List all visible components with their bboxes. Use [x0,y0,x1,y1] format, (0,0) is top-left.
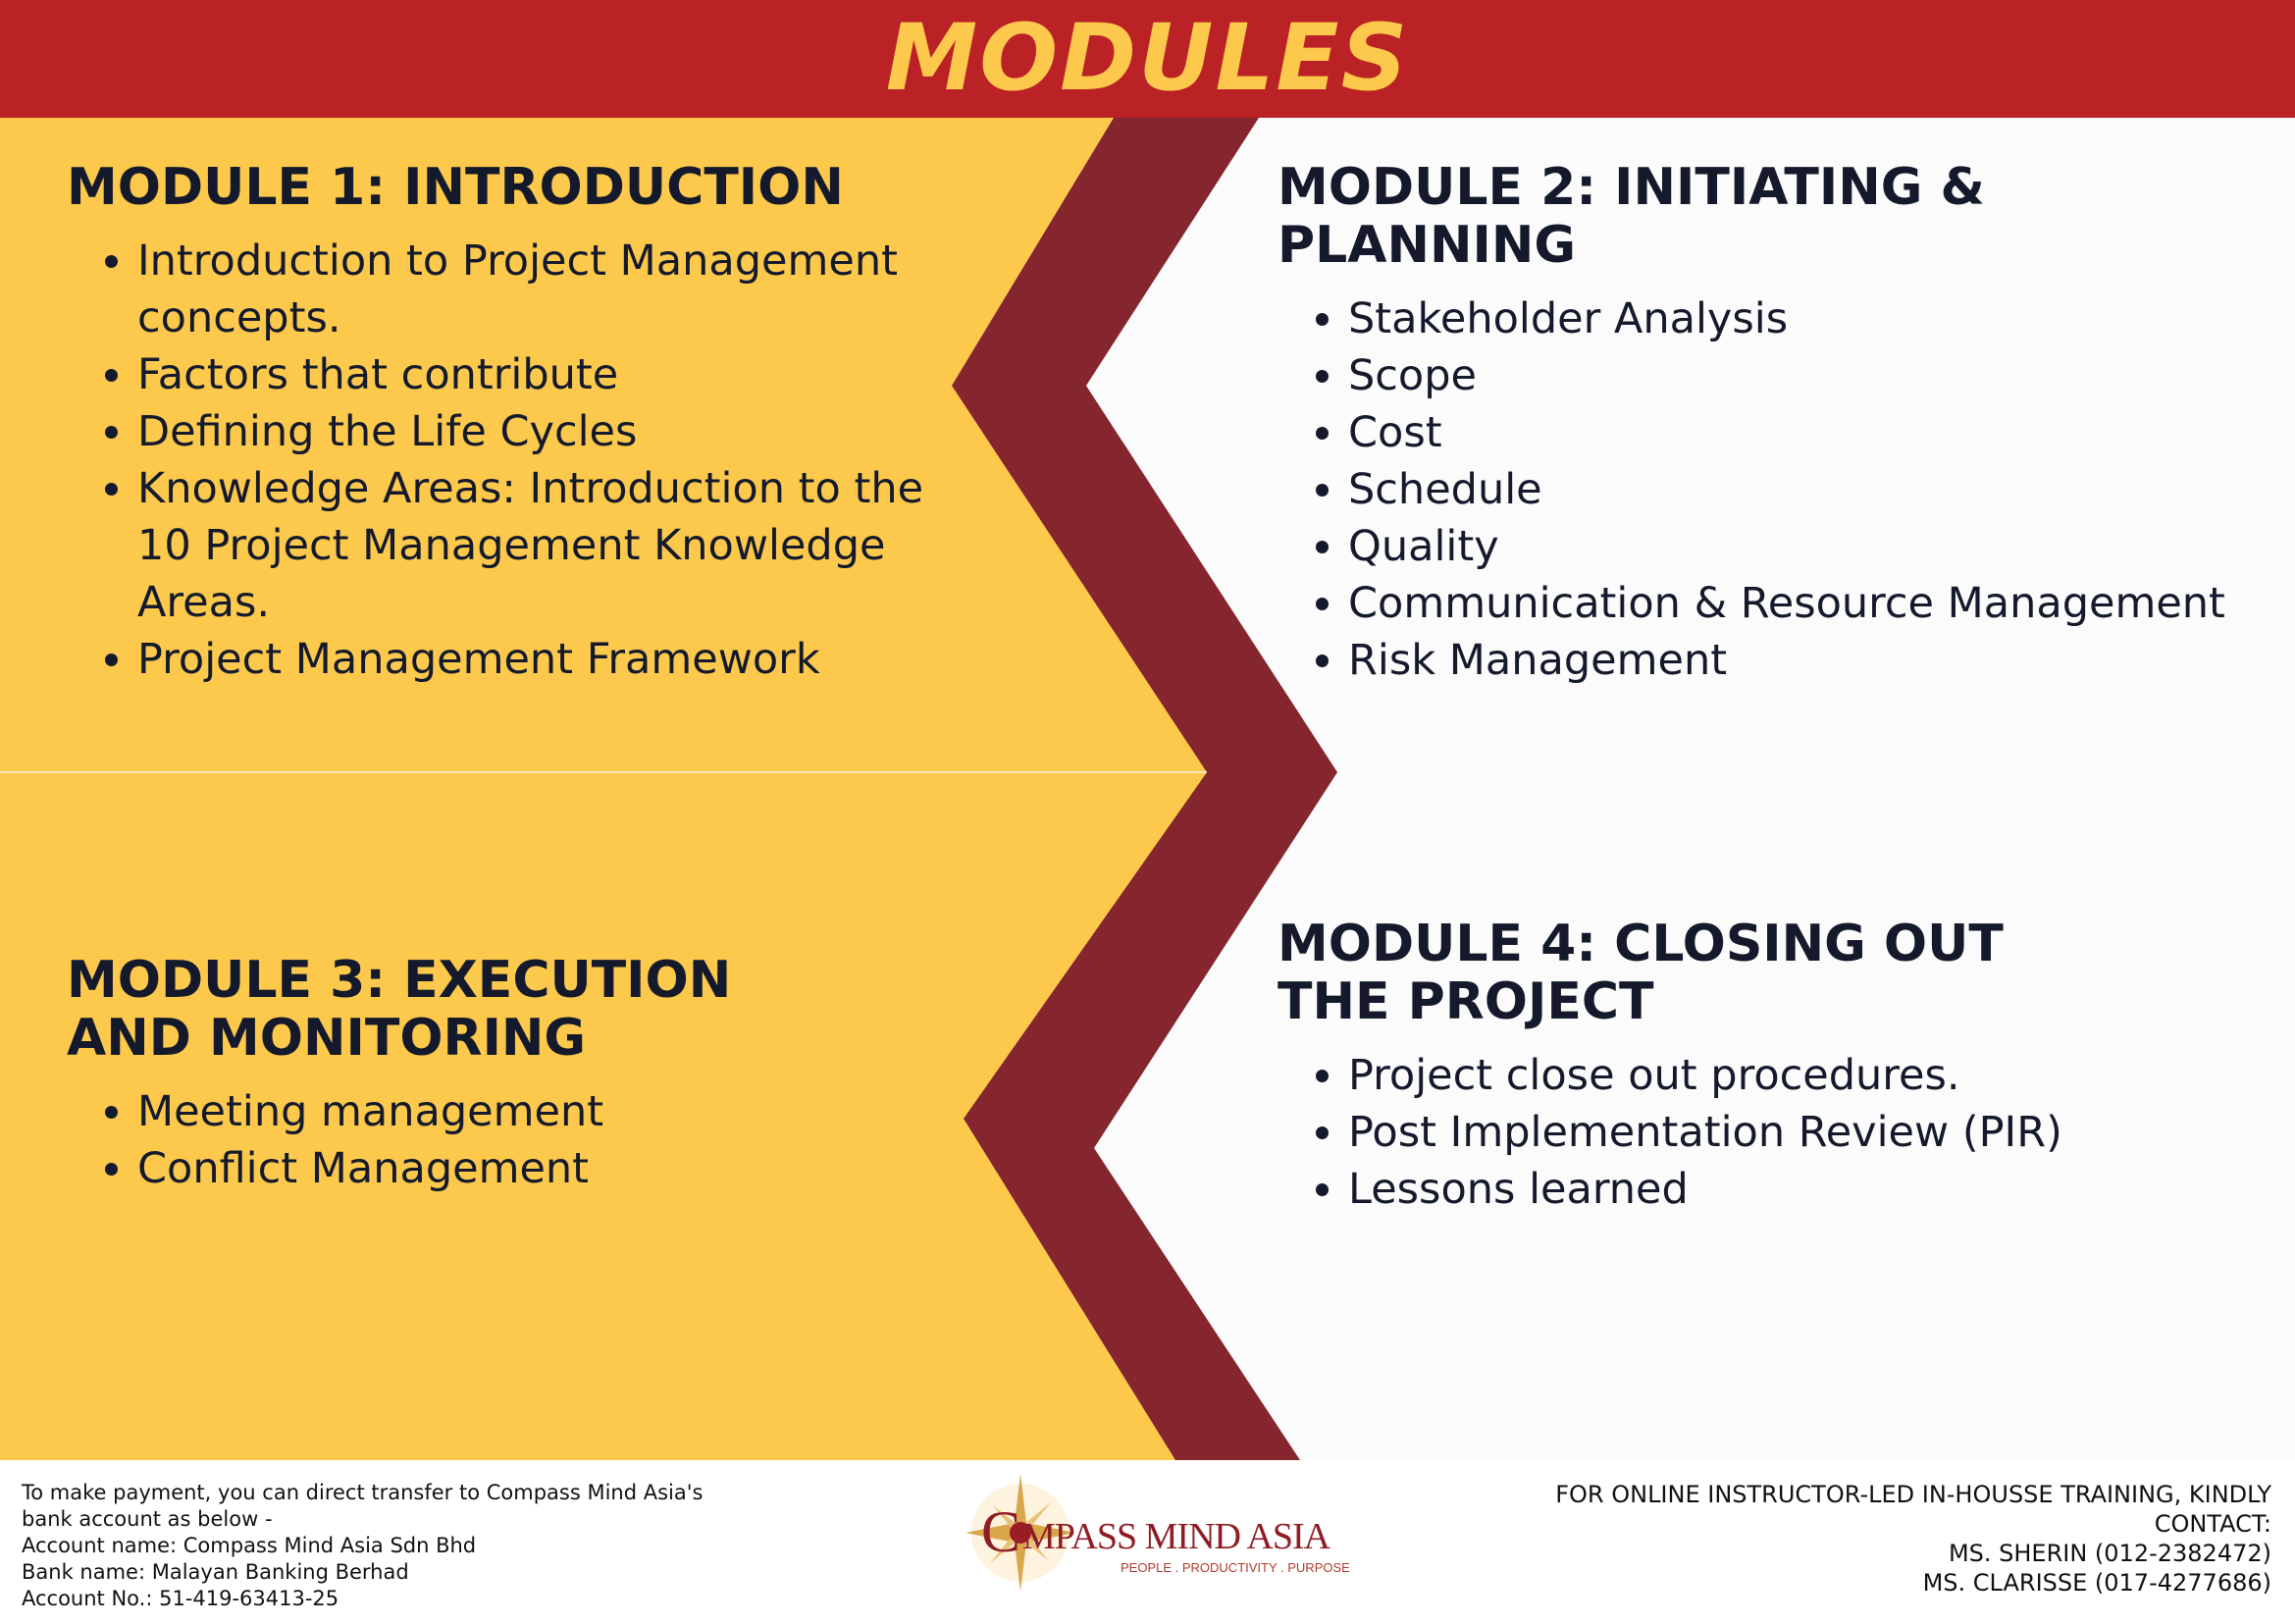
list-item: • Meeting management [137,1083,950,1140]
list-item: • Project Management Framework [137,631,989,688]
contact-line: FOR ONLINE INSTRUCTOR-LED IN-HOUSSE TRAINING, KINDLY [1555,1481,2271,1508]
contact-line: MS. SHERIN (012-2382472) [1948,1540,2271,1567]
module-4-heading-line: THE PROJECT [1278,972,1654,1031]
module-2-heading-line: PLANNING [1278,216,1577,275]
module-3-heading-line: AND MONITORING [67,1009,587,1068]
payment-line: To make payment, you can direct transfer to Compass Mind Asia's [22,1481,704,1504]
list-item: • Scope [1348,347,2278,404]
module-4-heading [1278,916,2278,1031]
module-4-block [1278,916,2278,1218]
module-2-heading-line: MODULE 2: INITIATING & [1278,158,1985,217]
module-3-list [67,1083,950,1197]
contact-info [1290,1480,2271,1598]
logo-tagline: PEOPLE . PRODUCTIVITY . PURPOSE [1121,1560,1350,1575]
list-item: • Conflict Management [137,1140,950,1197]
list-item: • Project close out procedures. [1348,1047,2278,1104]
payment-line: Bank name: Malayan Banking Berhad [22,1560,409,1584]
list-item: • Post Implementation Review (PIR) [1348,1104,2278,1161]
list-item: • Defining the Life Cycles [137,403,989,460]
module-3-block [67,952,950,1197]
list-item: • Risk Management [1348,632,2278,689]
contact-line: MS. CLARISSE (017-4277686) [1922,1569,2271,1597]
module-4-heading-line: MODULE 4: CLOSING OUT [1278,915,2004,973]
list-item: • Stakeholder Analysis [1348,290,2278,347]
module-1-list [67,233,989,688]
list-item: • Lessons learned [1348,1161,2278,1218]
module-3-heading [67,952,950,1068]
list-item: • Introduction to Project Management concepts. [137,233,989,346]
list-item: • Factors that contribute [137,346,989,403]
module-2-block [1278,159,2278,689]
logo-wordmark: MPASS MIND ASIA [1022,1516,1330,1557]
payment-line: bank account as below - [22,1507,273,1531]
payment-line: Account No.: 51-419-63413-25 [22,1587,339,1610]
list-item: • Cost [1348,404,2278,461]
logo-letter-c: C [981,1499,1021,1564]
module-1-heading-line: MODULE 1: INTRODUCTION [67,158,844,217]
module-4-list [1278,1047,2278,1218]
payment-line: Account name: Compass Mind Asia Sdn Bhd [22,1534,477,1557]
list-item: • Knowledge Areas: Introduction to the 10 Project Management Knowledge Areas. [137,460,989,631]
module-1-heading [67,159,989,217]
contact-line: CONTACT: [2154,1510,2271,1538]
list-item: • Communication & Resource Management [1348,575,2278,632]
module-3-heading-line: MODULE 3: EXECUTION [67,951,732,1010]
module-2-heading [1278,159,2278,275]
module-2-list [1278,290,2278,689]
payment-info [22,1480,826,1612]
list-item: • Quality [1348,518,2278,575]
module-1-block [67,159,989,688]
page-title: MODULES [885,5,1410,112]
list-item: • Schedule [1348,461,2278,518]
